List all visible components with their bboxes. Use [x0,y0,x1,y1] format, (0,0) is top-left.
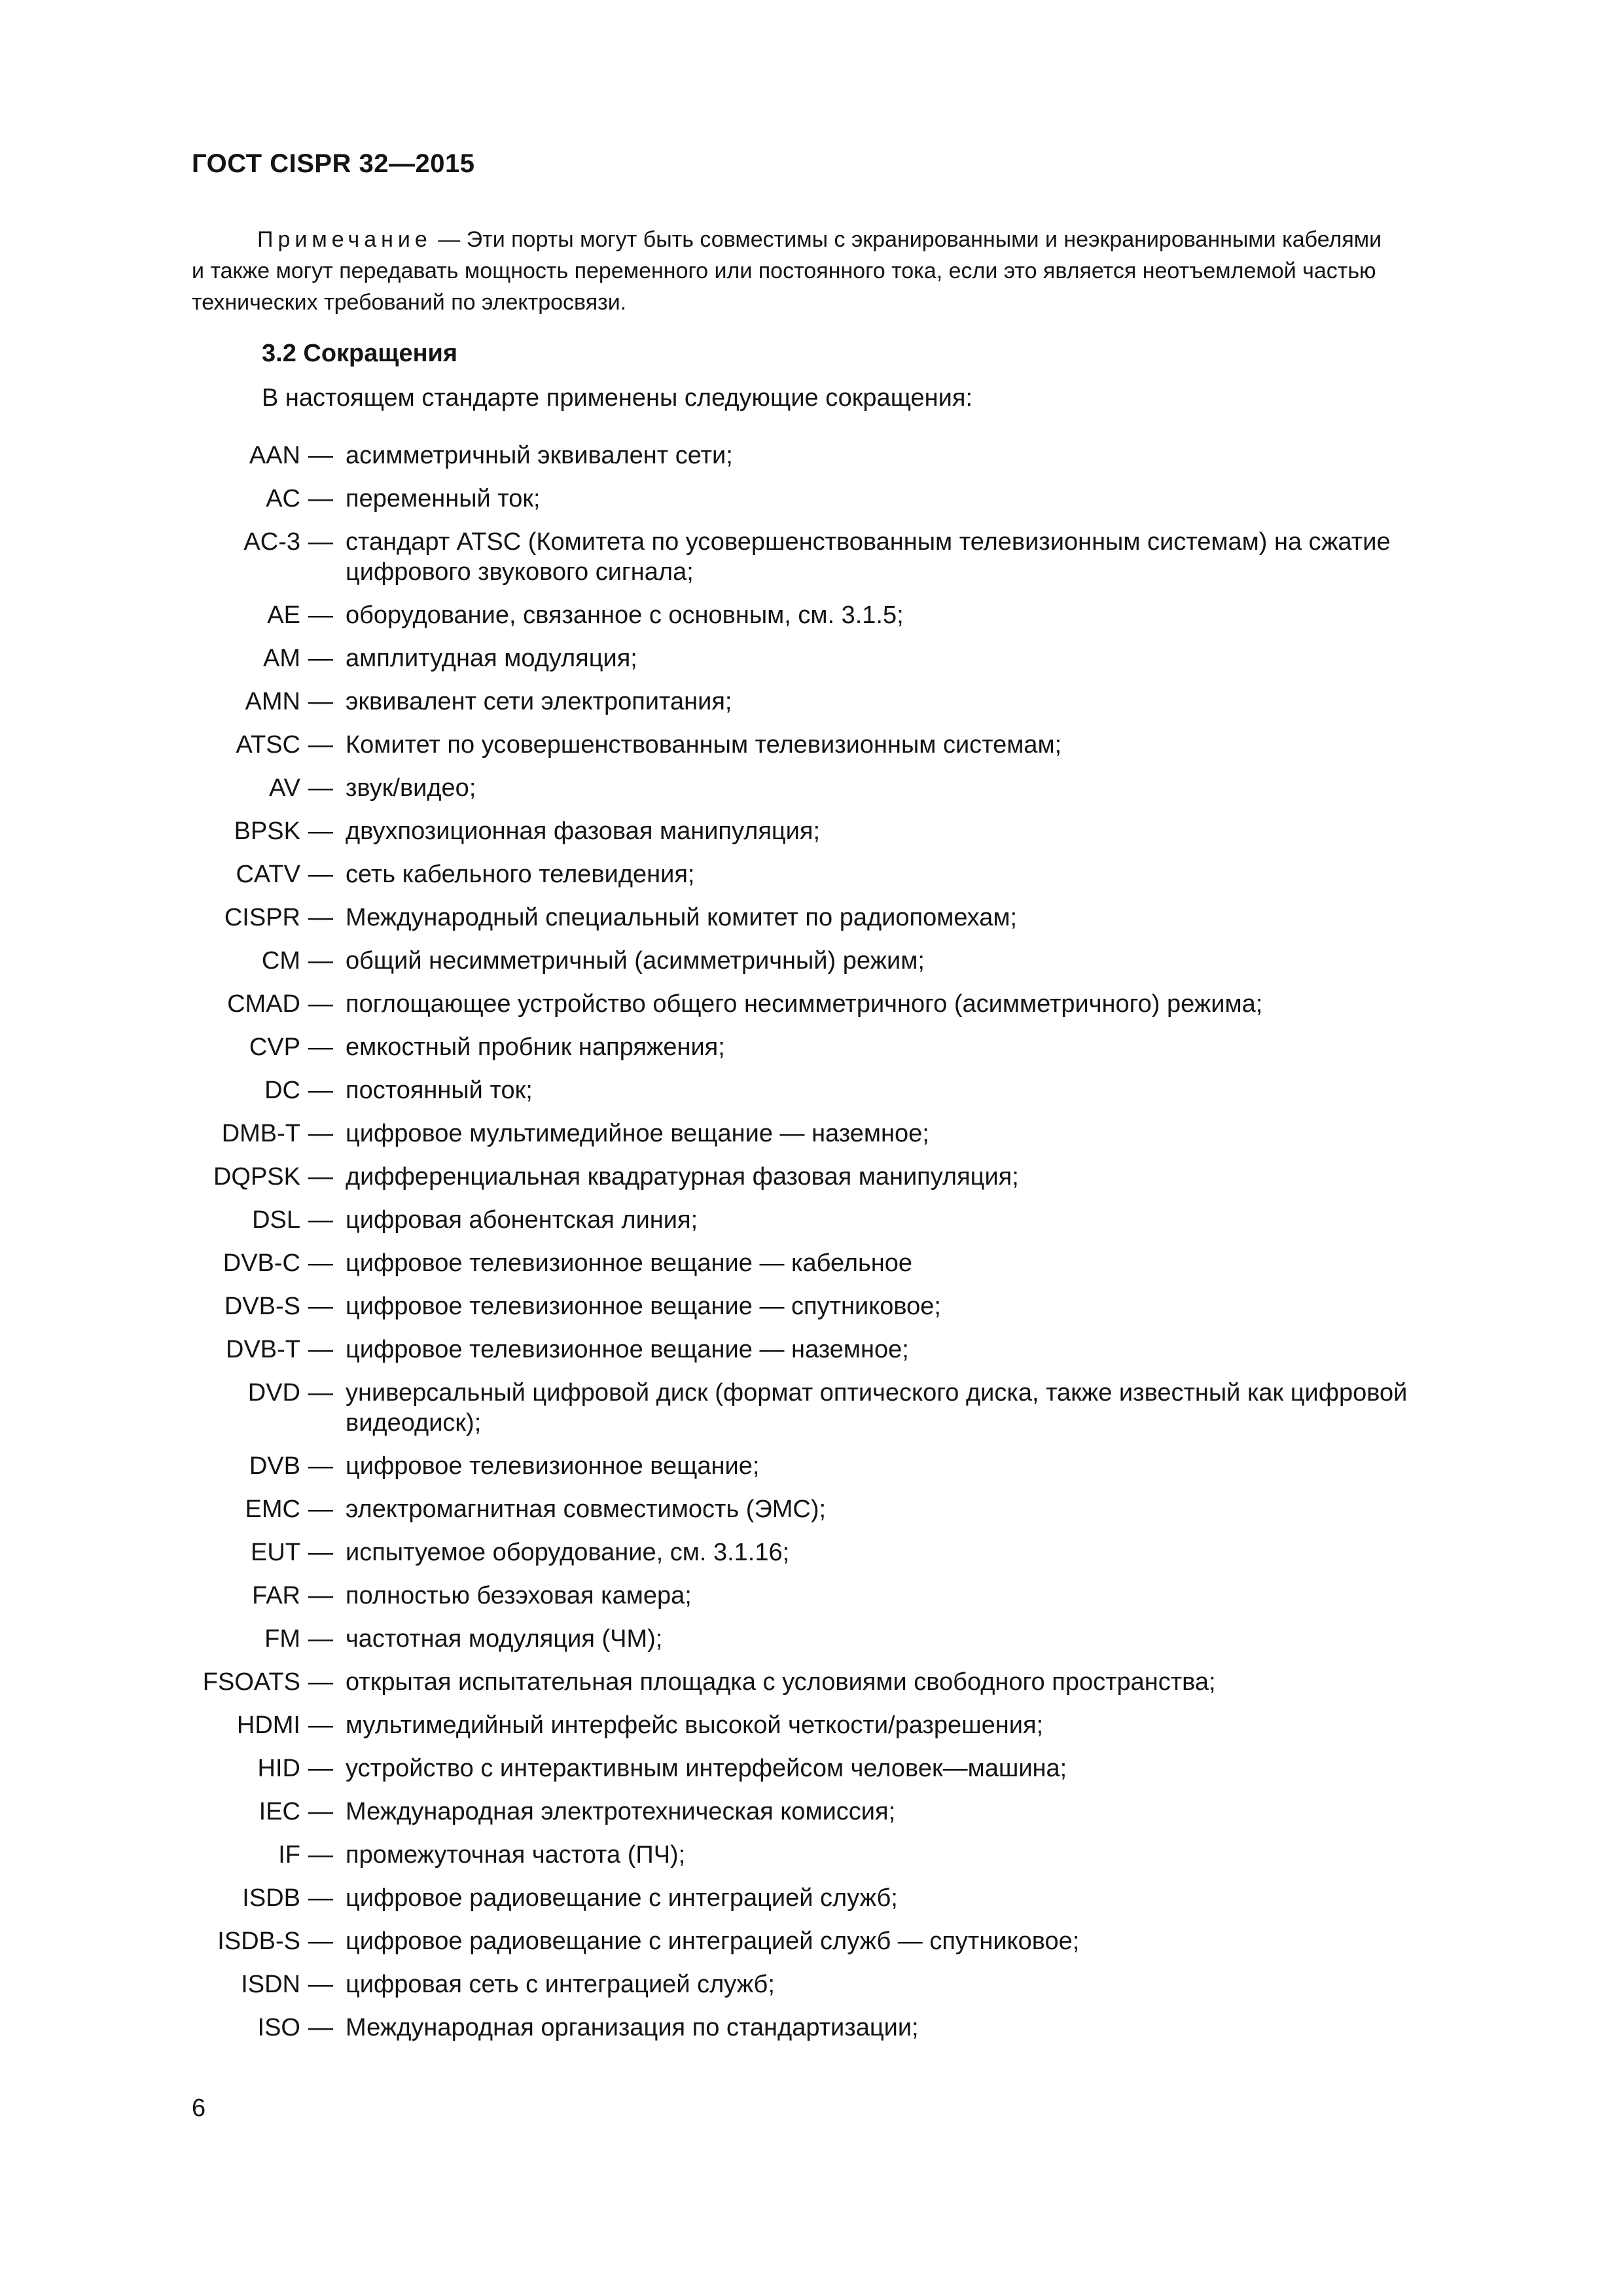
note-text-line-2: и также могут передавать мощность переменного или постоянного тока, если это является неотъемлемой частью [192,259,1376,283]
abbreviation-term: DVB-C [223,1249,300,1277]
abbreviation-dash: — [308,1539,333,1566]
abbreviation-definition-line: цифровое радиовещание с интеграцией служб — спутниковое; [346,1928,1080,1955]
abbreviation-definition-line: амплитудная модуляция; [346,645,637,672]
abbreviation-entry [0,1248,1623,1291]
abbreviation-entry [0,1378,1623,1451]
abbreviation-term: DQPSK [213,1163,300,1191]
abbreviation-dash: — [308,1971,333,1998]
abbreviation-definition-line: Комитет по усовершенствованным телевизионным системам; [346,731,1062,759]
abbreviation-entry [0,989,1623,1032]
abbreviation-definition [346,1451,1497,1481]
abbreviation-dash: — [308,1841,333,1869]
abbreviation-definition-line: переменный ток; [346,485,541,512]
abbreviation-definition-line: полностью безэховая камера; [346,1582,692,1609]
abbreviation-dash: — [308,1582,333,1609]
abbreviation-entry [0,1032,1623,1075]
abbreviation-definition-line: общий несимметричный (асимметричный) режим; [346,947,925,975]
abbreviation-dash: — [308,1163,333,1191]
abbreviation-entry [0,859,1623,903]
abbreviation-dash: — [308,1206,333,1234]
abbreviation-dash: — [308,528,333,556]
abbreviation-dash: — [308,601,333,629]
abbreviation-definition [346,1205,1497,1235]
abbreviation-dash: — [308,1452,333,1480]
abbreviation-definition [346,440,1497,471]
abbreviation-dash: — [308,731,333,759]
abbreviation-definition [346,859,1497,889]
abbreviation-term: FSOATS [202,1668,300,1696]
abbreviation-entry [0,1205,1623,1248]
abbreviation-definition [346,1075,1497,1105]
abbreviation-dash: — [308,817,333,845]
abbreviation-definition-line: поглощающее устройство общего несимметричного (асимметричного) режима; [346,990,1263,1018]
section-heading: 3.2 Сокращения [262,340,458,367]
abbreviation-term: AE [267,601,300,629]
abbreviation-entry [0,1667,1623,1710]
abbreviation-dash: — [308,904,333,931]
abbreviation-definition-line: цифровое телевизионное вещание — наземное; [346,1336,909,1363]
abbreviation-definition [346,1926,1497,1956]
abbreviation-term: BPSK [234,817,300,845]
abbreviation-definition [346,1162,1497,1192]
abbreviation-entry [0,946,1623,989]
abbreviation-definition-line: дифференциальная квадратурная фазовая манипуляция; [346,1163,1019,1191]
abbreviation-term: AAN [249,442,300,469]
page-number: 6 [192,2094,206,2122]
abbreviation-definition-line: частотная модуляция (ЧМ); [346,1625,663,1653]
abbreviation-entry [0,600,1623,643]
abbreviation-term: CMAD [227,990,300,1018]
abbreviation-definition-line: двухпозиционная фазовая манипуляция; [346,817,821,845]
abbreviation-definition [346,1753,1497,1784]
abbreviation-definition [346,1624,1497,1654]
abbreviation-dash: — [308,442,333,469]
abbreviation-definition [346,600,1497,630]
abbreviation-entry [0,1075,1623,1119]
abbreviation-term: DC [264,1077,300,1104]
abbreviation-definition-line: цифровое телевизионное вещание — спутниковое; [346,1293,941,1320]
abbreviation-definition-line: универсальный цифровой диск (формат оптического диска, также известный как цифровой [346,1379,1408,1407]
note-label: Примечание [257,227,432,252]
abbreviation-definition-line: емкостный пробник напряжения; [346,1033,725,1061]
abbreviation-entry [0,1335,1623,1378]
abbreviation-entry [0,1291,1623,1335]
abbreviation-entry [0,527,1623,600]
abbreviation-entry [0,1710,1623,1753]
abbreviation-entry [0,1926,1623,1969]
abbreviation-entry [0,643,1623,687]
abbreviation-entry [0,1451,1623,1494]
document-code-header: ГОСТ CISPR 32—2015 [192,149,475,178]
abbreviation-term: AC-3 [243,528,300,556]
abbreviation-entry [0,730,1623,773]
abbreviation-definition [346,643,1497,673]
abbreviation-term: DMB-T [221,1120,300,1147]
abbreviation-definition [346,1537,1497,1568]
abbreviation-definition-line: промежуточная частота (ПЧ); [346,1841,686,1869]
abbreviation-term: AM [263,645,300,672]
abbreviation-term: EMC [245,1496,300,1523]
abbreviation-term: ISO [257,2014,300,2041]
abbreviation-term: CM [261,947,300,975]
abbreviation-term: HID [257,1755,300,1782]
abbreviation-term: ISDB [242,1884,300,1912]
abbreviation-dash: — [308,1249,333,1277]
abbreviation-dash: — [308,1668,333,1696]
abbreviation-definition-line: устройство с интерактивным интерфейсом человек—машина; [346,1755,1067,1782]
abbreviation-dash: — [308,485,333,512]
abbreviation-definition [346,1797,1497,1827]
abbreviation-dash: — [308,861,333,888]
abbreviation-entry [0,1753,1623,1797]
abbreviation-definition [346,1667,1497,1697]
abbreviation-definition-line: испытуемое оборудование, см. 3.1.16; [346,1539,790,1566]
abbreviation-term: AC [266,485,300,512]
abbreviation-term: IEC [259,1798,300,1825]
abbreviation-definition [346,1581,1497,1611]
abbreviation-definition-line: стандарт ATSC (Комитета по усовершенствованным телевизионным системам) на сжатие [346,528,1391,556]
abbreviation-entry [0,687,1623,730]
abbreviation-definition [346,1883,1497,1913]
abbreviation-definition-line: мультимедийный интерфейс высокой четкости/разрешения; [346,1712,1044,1739]
abbreviation-entry [0,1162,1623,1205]
abbreviation-definition [346,773,1497,803]
note-paragraph [192,224,1493,318]
abbreviation-definition [346,484,1497,514]
abbreviation-definition-line: звук/видео; [346,774,476,802]
abbreviation-dash: — [308,1496,333,1523]
abbreviation-entry [0,1840,1623,1883]
abbreviation-term: CISPR [224,904,300,931]
abbreviation-list [0,440,1623,2056]
abbreviation-dash: — [308,990,333,1018]
abbreviation-dash: — [308,1625,333,1653]
abbreviation-term: ATSC [236,731,300,759]
abbreviation-entry [0,2013,1623,2056]
abbreviation-definition-line: сеть кабельного телевидения; [346,861,695,888]
abbreviation-definition [346,946,1497,976]
abbreviation-dash: — [308,688,333,715]
abbreviation-entry [0,903,1623,946]
abbreviation-definition [346,1840,1497,1870]
note-text-line-1: — Эти порты могут быть совместимы с экранированными и неэкранированными кабелями [431,227,1382,252]
abbreviation-term: DVB-S [224,1293,300,1320]
abbreviation-definition-line: асимметричный эквивалент сети; [346,442,733,469]
abbreviation-definition [346,1291,1497,1321]
abbreviation-entry [0,1797,1623,1840]
abbreviation-definition-line: Международная организация по стандартизации; [346,2014,919,2041]
abbreviation-term: EUT [251,1539,300,1566]
abbreviation-definition-line: цифрового звукового сигнала; [346,558,694,586]
abbreviation-definition-line: цифровая абонентская линия; [346,1206,698,1234]
abbreviation-dash: — [308,1077,333,1104]
abbreviation-definition [346,730,1497,760]
abbreviation-definition [346,2013,1497,2043]
abbreviation-definition [346,1710,1497,1740]
abbreviation-definition-line: электромагнитная совместимость (ЭМС); [346,1496,827,1523]
abbreviation-entry [0,1119,1623,1162]
abbreviation-dash: — [308,1033,333,1061]
abbreviation-term: AMN [245,688,300,715]
abbreviation-entry [0,773,1623,816]
abbreviation-definition-line: видеодиск); [346,1409,482,1437]
abbreviation-term: DVB [249,1452,300,1480]
abbreviation-definition [346,1969,1497,2000]
abbreviation-definition-line: открытая испытательная площадка с условиями свободного пространства; [346,1668,1216,1696]
abbreviation-definition-line: цифровое радиовещание с интеграцией служб; [346,1884,898,1912]
abbreviation-dash: — [308,645,333,672]
abbreviation-definition-line: постоянный ток; [346,1077,533,1104]
abbreviation-entry [0,816,1623,859]
abbreviation-definition-line: цифровое телевизионное вещание; [346,1452,760,1480]
section-intro: В настоящем стандарте применены следующие сокращения: [262,384,973,412]
abbreviation-definition-line: цифровое телевизионное вещание — кабельное [346,1249,913,1277]
note-text-line-3: технических требований по электросвязи. [192,290,627,315]
abbreviation-term: DVD [247,1379,300,1407]
abbreviation-dash: — [308,2014,333,2041]
abbreviation-entry [0,1883,1623,1926]
abbreviation-definition [346,1119,1497,1149]
abbreviation-entry [0,484,1623,527]
abbreviation-dash: — [308,774,333,802]
abbreviation-entry [0,440,1623,484]
abbreviation-term: DSL [252,1206,300,1234]
abbreviation-definition [346,989,1497,1019]
abbreviation-term: CATV [236,861,300,888]
abbreviation-definition-line: Международный специальный комитет по радиопомехам; [346,904,1018,931]
abbreviation-term: AV [269,774,300,802]
abbreviation-dash: — [308,1336,333,1363]
abbreviation-entry [0,1494,1623,1537]
abbreviation-definition [346,1032,1497,1062]
abbreviation-definition-line: цифровая сеть с интеграцией служб; [346,1971,775,1998]
abbreviation-definition-line: Международная электротехническая комиссия; [346,1798,896,1825]
abbreviation-definition [346,1494,1497,1524]
abbreviation-dash: — [308,1379,333,1407]
abbreviation-term: ISDB-S [217,1928,300,1955]
abbreviation-entry [0,1624,1623,1667]
abbreviation-term: FM [264,1625,300,1653]
abbreviation-dash: — [308,1798,333,1825]
abbreviation-dash: — [308,1293,333,1320]
abbreviation-dash: — [308,1120,333,1147]
abbreviation-definition-line: оборудование, связанное с основным, см. 3.1.5; [346,601,904,629]
abbreviation-entry [0,1969,1623,2013]
abbreviation-dash: — [308,1712,333,1739]
abbreviation-term: FAR [252,1582,300,1609]
abbreviation-definition [346,903,1497,933]
abbreviation-dash: — [308,1884,333,1912]
abbreviation-definition [346,816,1497,846]
abbreviation-definition [346,527,1497,587]
abbreviation-definition [346,1378,1497,1438]
abbreviation-definition-line: эквивалент сети электропитания; [346,688,732,715]
abbreviation-dash: — [308,1755,333,1782]
abbreviation-entry [0,1537,1623,1581]
abbreviation-definition [346,1335,1497,1365]
abbreviation-definition-line: цифровое мультимедийное вещание — наземное; [346,1120,929,1147]
abbreviation-dash: — [308,947,333,975]
abbreviation-definition [346,687,1497,717]
abbreviation-term: HDMI [236,1712,300,1739]
abbreviation-term: CVP [249,1033,300,1061]
abbreviation-term: IF [278,1841,300,1869]
abbreviation-definition [346,1248,1497,1278]
abbreviation-term: DVB-T [226,1336,300,1363]
abbreviation-term: ISDN [241,1971,300,1998]
abbreviation-entry [0,1581,1623,1624]
abbreviation-dash: — [308,1928,333,1955]
